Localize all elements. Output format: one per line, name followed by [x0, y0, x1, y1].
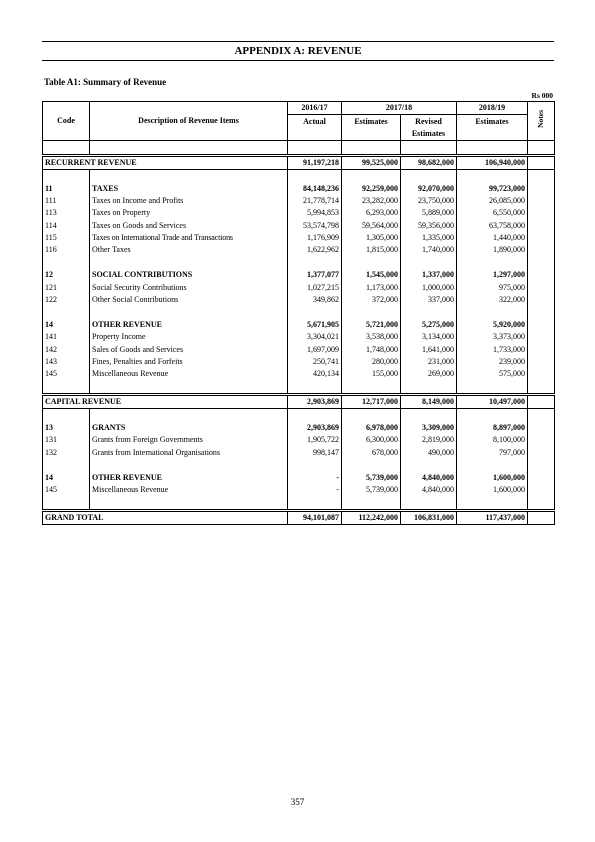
table-row: 11 TAXES 84,148,236 92,259,000 92,070,000 99,723,000 [43, 182, 555, 194]
header-description-label: Description of Revenue Items [90, 115, 288, 128]
header-estimates: Estimates [342, 115, 401, 128]
table-row: CAPITAL REVENUE 2,903,869 12,717,000 8,149,000 10,497,000 [43, 394, 555, 408]
table-row: 121 Social Security Contributions 1,027,215 1,173,000 1,000,000 975,000 [43, 281, 555, 293]
table-row: 14 OTHER REVENUE - 5,739,000 4,840,000 1,600,000 [43, 471, 555, 483]
header-code-label: Code [43, 115, 90, 128]
grand-total-row: GRAND TOTAL 94,101,087 112,242,000 106,831,000 117,437,000 [43, 510, 555, 524]
header-description [90, 102, 288, 115]
table-row: 142 Sales of Goods and Services 1,697,009 1,748,000 1,641,000 1,733,000 [43, 343, 555, 355]
table-row: 113 Taxes on Property 5,994,853 6,293,000 5,889,000 6,550,000 [43, 207, 555, 219]
units-label: Rs 000 [531, 91, 553, 100]
table-row: 131 Grants from Foreign Governments 1,905,722 6,300,000 2,819,000 8,100,000 [43, 434, 555, 446]
table-title: Table A1: Summary of Revenue [44, 77, 167, 87]
header-year-2016-17: 2016/17 [288, 102, 342, 115]
table-row: 13 GRANTS 2,903,869 6,978,000 3,309,000 8,897,000 [43, 422, 555, 434]
top-rule [42, 41, 554, 42]
header-year-2017-18: 2017/18 [342, 102, 457, 115]
table-row: 111 Taxes on Income and Profits 21,778,714 23,282,000 23,750,000 26,085,000 [43, 195, 555, 207]
table-row: 141 Property Income 3,304,021 3,538,000 3,134,000 3,373,000 [43, 331, 555, 343]
table-row: 12 SOCIAL CONTRIBUTIONS 1,377,077 1,545,000 1,337,000 1,297,000 [43, 269, 555, 281]
table-row: 143 Fines, Penalties and Forfeits 250,741 280,000 231,000 239,000 [43, 356, 555, 368]
page-title: APPENDIX A: REVENUE [234, 45, 362, 57]
header-revised: Revised [401, 115, 457, 128]
header-year-2018-19: 2018/19 [457, 102, 528, 115]
table-row: 145 Miscellaneous Revenue 420,134 155,000 269,000 575,000 [43, 368, 555, 380]
table-row: 122 Other Social Contributions 349,862 372,000 337,000 322,000 [43, 294, 555, 306]
header-revised-estimates: Estimates [401, 128, 457, 141]
header-code [43, 102, 90, 115]
table-row: RECURRENT REVENUE 91,197,218 99,525,000 98,682,000 106,940,000 [43, 155, 555, 169]
header-actual: Actual [288, 115, 342, 128]
notes-label: Notes [536, 110, 546, 129]
table-row: 115 Taxes on International Trade and Transactions 1,176,909 1,305,000 1,335,000 1,440,000 [43, 232, 555, 244]
revenue-summary-table [42, 101, 555, 525]
table-row: 132 Grants from International Organisations 998,147 678,000 490,000 797,000 [43, 447, 555, 459]
page-number: 357 [290, 797, 305, 807]
table-row: 116 Other Taxes 1,622,962 1,815,000 1,740,000 1,890,000 [43, 244, 555, 256]
table-row: 14 OTHER REVENUE 5,671,905 5,721,000 5,275,000 5,920,000 [43, 319, 555, 331]
title-rule [42, 60, 554, 61]
table-row: 145 Miscellaneous Revenue - 5,739,000 4,840,000 1,600,000 [43, 484, 555, 496]
header-notes [528, 102, 555, 141]
header-estimates-2018: Estimates [457, 115, 528, 128]
table-row: 114 Taxes on Goods and Services 53,574,798 59,564,000 59,356,000 63,758,000 [43, 220, 555, 232]
